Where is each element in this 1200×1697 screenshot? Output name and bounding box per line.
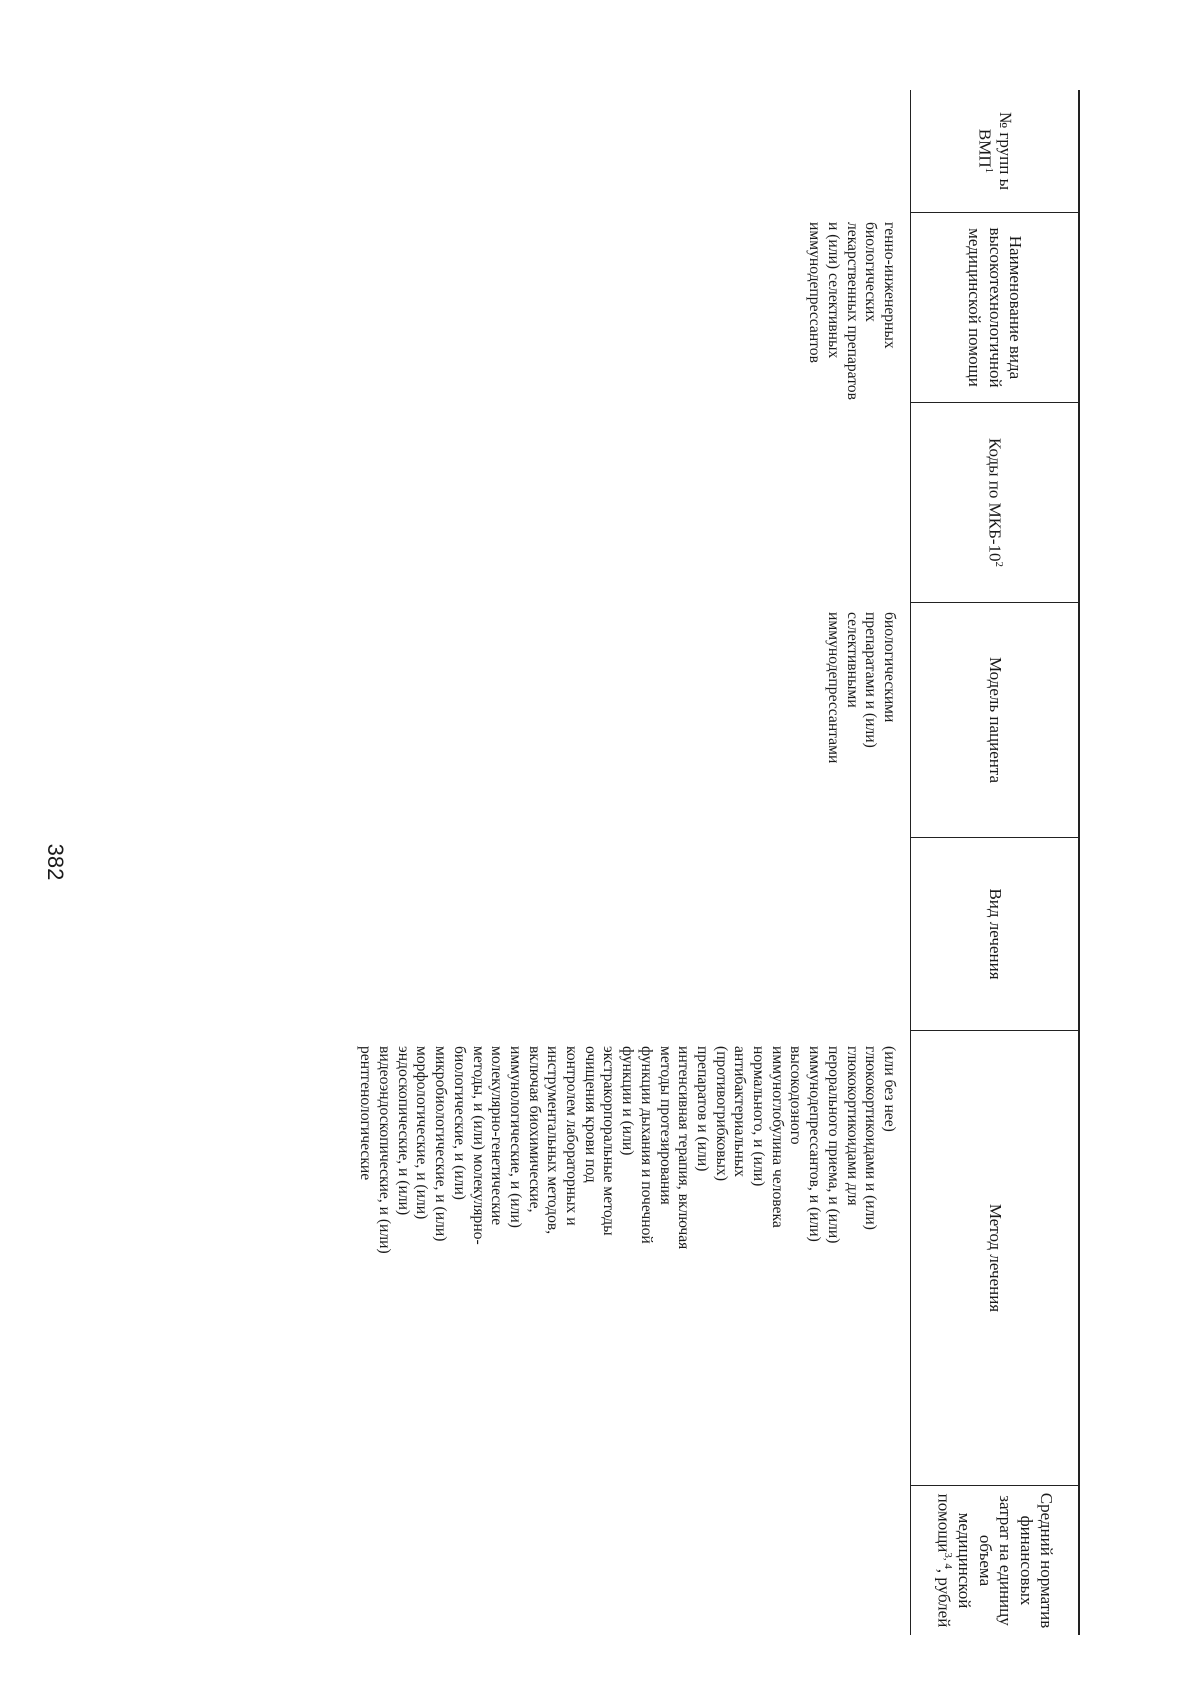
header-patient-model: Модель пациента: [911, 602, 1078, 837]
header-group-no: [911, 90, 1078, 212]
cell-treatment-method: (или без нее) глюкокортикоидами и (или) глюкокортикоидами для перорального приема, и (или) иммунодепрессантов, и (или) высокодозного иммуноглобулина человека нормального, и (или) антибактериальных (противогрибковых) препаратов и (или) интенсивная терапия, включая методы протезирования функции дыхания и почечной функции и (или) экстракорпоральные методы очищения крови под контролем лабораторных и инструментальных методов, включая биохимические, иммунологические, и (или) молекулярно-генетические методы, и (или) молекулярно- биологические, и (или) микробиологические, и (или) морфологические, и (или) эндоскопические, и (или) видеоэндоскопические, и (или) рентгенологические: [357, 1046, 898, 1254]
header-group-no-label: № групп ы ВМП: [975, 111, 1016, 191]
header-avg-cost-suffix: , рублей: [934, 1568, 954, 1628]
footnote-3-4: 3, 4: [942, 1552, 955, 1569]
table-sheet: [150, 90, 1080, 1635]
header-type-name: Наименование вида высокотехнологичной медицинской помощи: [911, 212, 1078, 402]
header-avg-cost: [911, 1485, 1078, 1635]
page-number: 382: [43, 843, 68, 881]
footnote-1: 1: [982, 167, 995, 174]
header-treatment-method: Метод лечения: [911, 1030, 1078, 1485]
header-treatment-type: Вид лечения: [911, 837, 1078, 1030]
cell-patient-model: биологическими препаратами и (или) селективными иммунодепрессантами: [824, 612, 898, 764]
header-avg-cost-label: Средний норматив финансовых затрат на единицу объема медицинской помощи: [934, 1492, 1056, 1629]
footnote-2: 2: [993, 561, 1006, 568]
header-icd-codes-label: Коды по МКБ-10: [985, 437, 1005, 562]
cell-type-name: генно-инженерных биологических лекарственных препаратов и (или) селективных иммунодепрессантов: [806, 222, 898, 400]
header-icd-codes: [911, 402, 1078, 602]
table-header-row: [910, 90, 1080, 1635]
